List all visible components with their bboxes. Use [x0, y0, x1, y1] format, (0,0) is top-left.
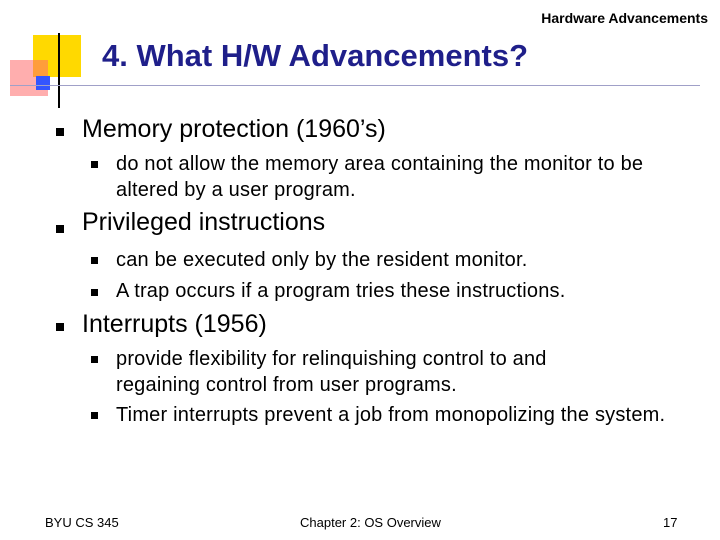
bullet-marker — [56, 128, 64, 136]
sub-bullet-timer: Timer interrupts prevent a job from monopolizing the system. — [116, 404, 666, 426]
sub-bullet-marker — [91, 412, 98, 419]
sub-bullet-marker — [91, 257, 98, 264]
footer-chapter: Chapter 2: OS Overview — [300, 515, 441, 530]
sub-bullet-flexibility: provide flexibility for relinquishing control to and regaining control from user programs. — [116, 348, 547, 396]
bullet-memory-protection: Memory protection (1960’s) — [82, 115, 386, 143]
bullet-interrupts: Interrupts (1956) — [82, 310, 267, 338]
bullet-marker — [56, 225, 64, 233]
header-label: Hardware Advancements — [541, 10, 708, 26]
footer-course: BYU CS 345 — [45, 515, 119, 530]
title-rule — [10, 85, 700, 86]
bullet-privileged-instructions: Privileged instructions — [82, 208, 326, 236]
sub-bullet-resident-monitor: can be executed only by the resident monitor. — [116, 249, 528, 271]
sub-bullet-marker — [91, 289, 98, 296]
sub-bullet-memory-protection: do not allow the memory area containing the monitor to be altered by a user program. — [116, 153, 644, 201]
bullet-marker — [56, 323, 64, 331]
logo-blue-square — [36, 76, 50, 90]
sub-bullet-marker — [91, 356, 98, 363]
decorative-logo — [0, 0, 110, 110]
logo-vertical-line — [58, 33, 60, 108]
slide-title: 4. What H/W Advancements? — [102, 38, 529, 73]
footer-page-number: 17 — [663, 515, 678, 530]
sub-bullet-trap: A trap occurs if a program tries these instructions. — [116, 280, 566, 302]
sub-bullet-marker — [91, 161, 98, 168]
